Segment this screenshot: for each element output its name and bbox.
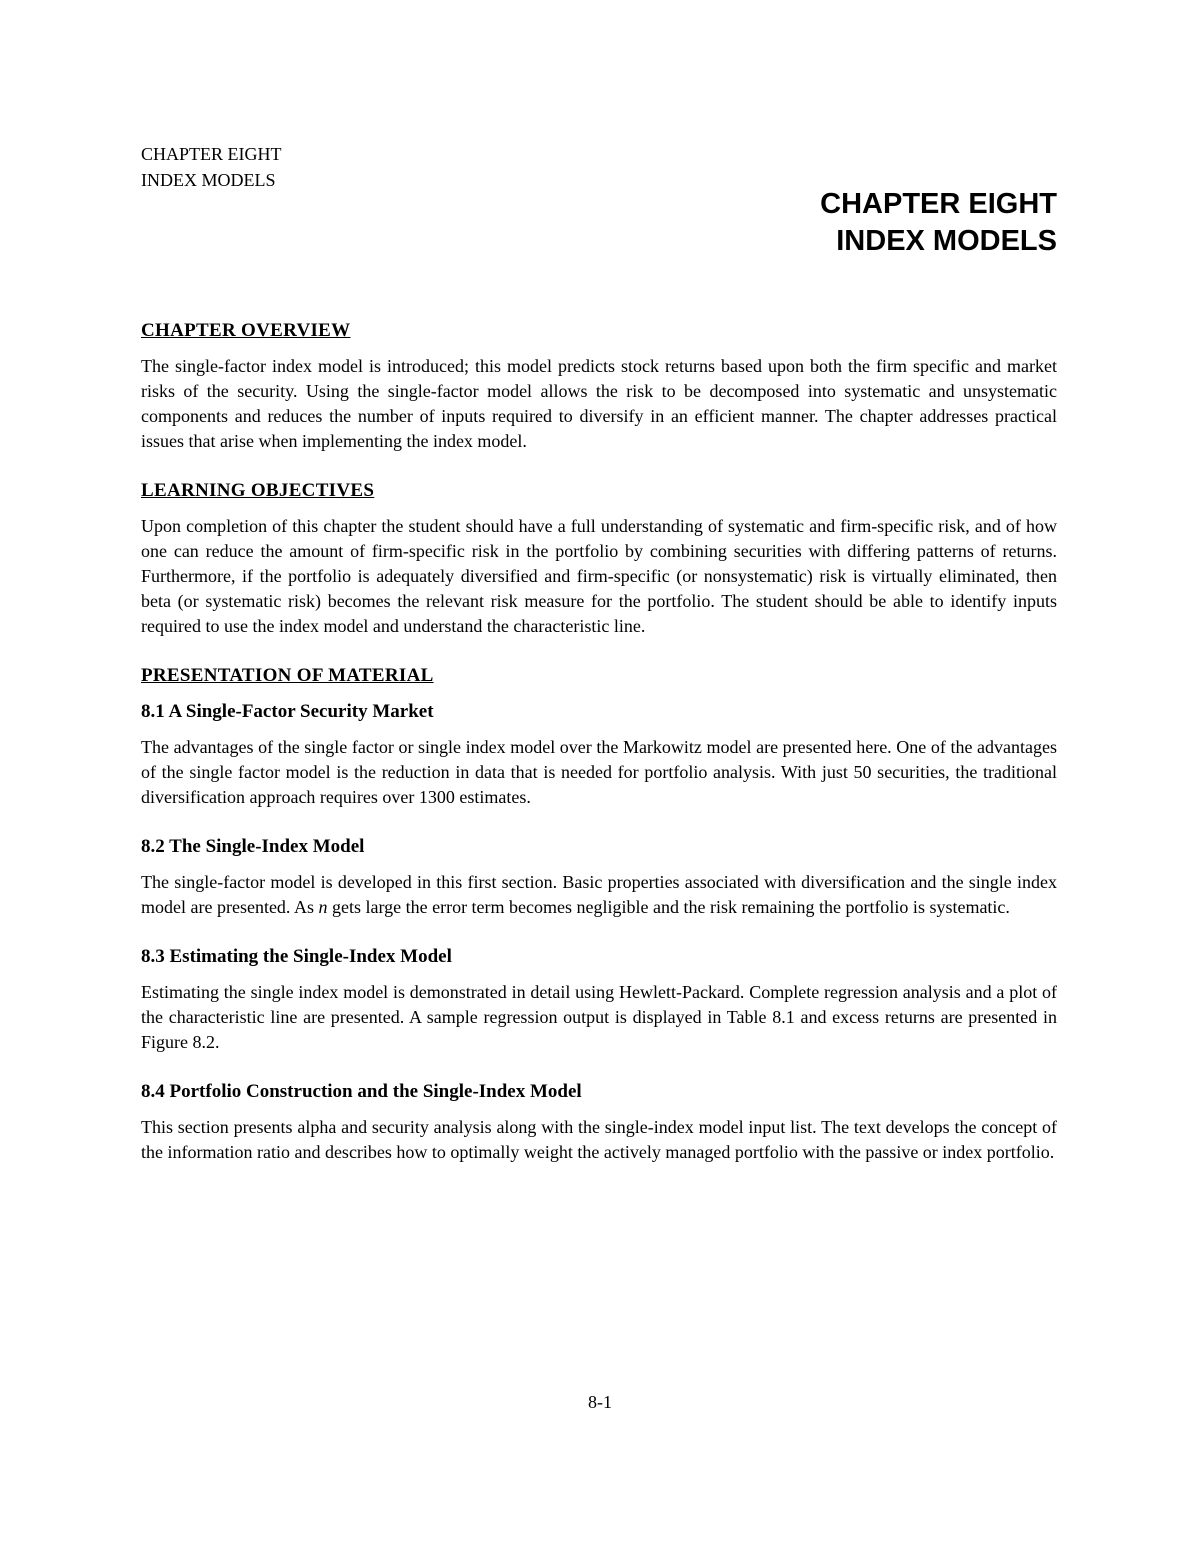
running-header	[141, 141, 282, 193]
section-8-4-text: This section presents alpha and security analysis along with the single-index model input list. The text develops the concept of the information ratio and describes how to optimally weight the actively managed portfolio with the passive or index portfolio.	[141, 1117, 1057, 1162]
section-8-2-title: 8.2 The Single-Index Model	[141, 836, 365, 857]
running-header-line2: INDEX MODELS	[141, 170, 276, 190]
chapter-content	[141, 318, 1057, 1189]
section-8-4-title: 8.4 Portfolio Construction and the Single-Index Model	[141, 1081, 582, 1102]
section-8-2-italic-n: n	[318, 897, 328, 917]
chapter-title-line1: CHAPTER EIGHT	[820, 188, 1057, 220]
section-8-1-title: 8.1 A Single-Factor Security Market	[141, 701, 434, 722]
page-number: 8-1	[588, 1392, 612, 1412]
overview-heading: CHAPTER OVERVIEW	[141, 320, 351, 341]
section-8-3-text: Estimating the single index model is demonstrated in detail using Hewlett-Packard. Complete regression analysis and a plot of the characteristic line are presented. A sample regression output is displayed in Table 8.1 and excess returns are presented in Figure 8.2.	[141, 982, 1057, 1052]
section-8-3-title: 8.3 Estimating the Single-Index Model	[141, 946, 452, 967]
section-8-2-text-after: gets large the error term becomes negligible and the risk remaining the portfolio is systematic.	[327, 897, 1010, 917]
overview-text: The single-factor index model is introduced; this model predicts stock returns based upon both the firm specific and market risks of the security. Using the single-factor model allows the risk to be decomposed into systematic and unsystematic components and reduces the number of inputs required to diversify in an efficient manner. The chapter addresses practical issues that arise when implementing the index model.	[141, 356, 1057, 451]
chapter-title-line2: INDEX MODELS	[836, 225, 1057, 257]
presentation-heading: PRESENTATION OF MATERIAL	[141, 665, 434, 686]
objectives-text: Upon completion of this chapter the student should have a full understanding of systematic and firm-specific risk, and of how one can reduce the amount of firm-specific risk in the portfolio by combining securities with differing patterns of returns. Furthermore, if the portfolio is adequately diversified and firm-specific (or nonsystematic) risk is virtually eliminated, then beta (or systematic risk) becomes the relevant risk measure for the portfolio. The student should be able to identify inputs required to use the index model and understand the characteristic line.	[141, 516, 1057, 636]
chapter-title	[820, 186, 1057, 260]
section-8-2-text	[141, 870, 1057, 920]
section-8-2-text-before: The single-factor model is developed in this first section. Basic properties associated with diversification and the single index model are presented. As	[141, 872, 1057, 917]
objectives-heading: LEARNING OBJECTIVES	[141, 480, 375, 501]
running-header-line1: CHAPTER EIGHT	[141, 144, 282, 164]
section-8-1-text: The advantages of the single factor or single index model over the Markowitz model are presented here. One of the advantages of the single factor model is the reduction in data that is needed for portfolio analysis. With just 50 securities, the traditional diversification approach requires over 1300 estimates.	[141, 737, 1057, 807]
